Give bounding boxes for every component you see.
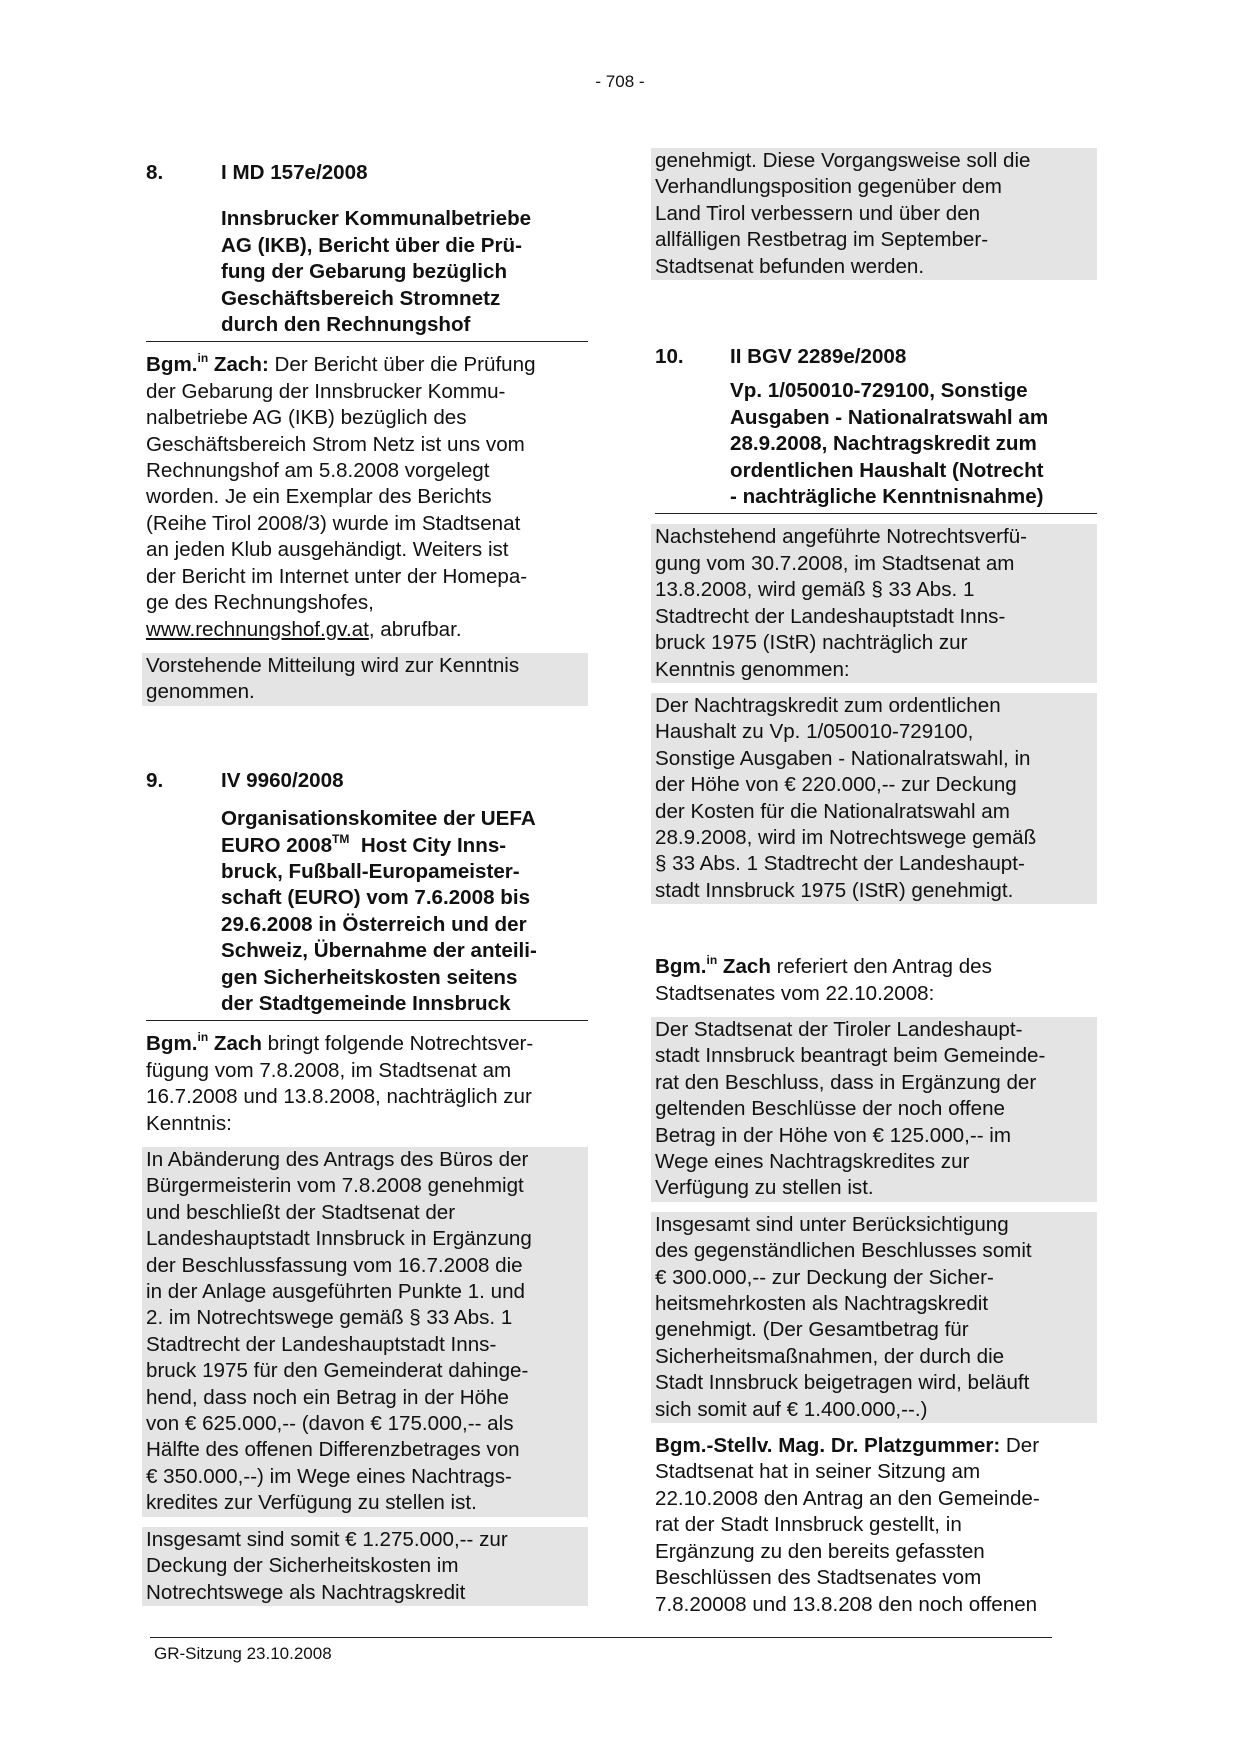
item-code: II BGV 2289e/2008 [730, 345, 907, 369]
section-divider [146, 1020, 588, 1021]
title-line: AG (IKB), Bericht über die Prü- [221, 233, 522, 257]
item-10-speaker-statement: Bgm.$^{in}$ Zach referiert den Antrag des Stadtsenates vom 22.10.2008: [655, 953, 992, 1005]
item-9-intro: Bgm.$^{in}$ Zach bringt folgende Notrechtsver- fügung vom 7.8.2008, im Stadtsenat am 16.7.2008 und 13.8.2008, nachträglich zur Kenntnis: [146, 1030, 534, 1135]
item-code: IV 9960/2008 [221, 768, 344, 792]
footer-divider [150, 1637, 1052, 1638]
section-divider [655, 513, 1097, 514]
item-10-motion-box: Der Stadtsenat der Tiroler Landeshaupt- stadt Innsbruck beantragt beim Gemeinde- rat den Beschluss, dass in Ergänzung der geltenden Beschlüsse der noch offene Betrag in der Höhe von € 125.000,-- im Wege eines Nachtragskredites zur Verfügung zu stellen ist. Insgesamt sind unter Berücksichtigung des gegenständlichen Beschlusses somit € 300.000,-- zur Deckung der Sicher- heitsmehrkosten als Nachtragskredit genehmigt. (Der Gesamtbetrag für Sicherheitsmaßnahmen, der durch die Stadt Innsbruck beigetragen wird, beläuft sich somit auf € 1.400.000,--.) [651, 1017, 1097, 1423]
item-9-decision-box: In Abänderung des Antrags des Büros der Bürgermeisterin vom 7.8.2008 genehmigt und beschließt der Stadtsenat der Landeshauptstadt Innsbruck in Ergänzung der Beschlussfassung vom 16.7.2008 die in der Anlage ausgeführten Punkte 1. und 2. im Notrechtswege gemäß § 33 Abs. 1 Stadtrecht der Landeshauptstadt Inns- bruck 1975 für den Gemeinderat dahinge- hend, dass noch ein Betrag in der Höhe von € 625.000,-- (davon € 175.000,-- als Hälfte des offenen Differenzbetrages von € 350.000,--) im Wege eines Nachtrags- kredites zur Verfügung zu stellen ist. Insgesamt sind somit € 1.275.000,-- zur Deckung der Sicherheitskosten im Notrechtswege als Nachtragskredit [142, 1147, 588, 1606]
continuation-box: genehmigt. Diese Vorgangsweise soll die Verhandlungsposition gegenüber dem Land Tirol verbessern und über den allfälligen Restbetrag im September- Stadtsenat befunden werden. [651, 148, 1097, 280]
speaker-label: Bgm.$^{in}$ Zach [655, 953, 771, 979]
speaker-label: Bgm.-Stellv. Mag. Dr. Platzgummer: [655, 1434, 1001, 1458]
title-line: Innsbrucker Kommunalbetriebe [221, 207, 532, 231]
speaker-label: Bgm.$^{in}$ Zach [146, 1030, 262, 1056]
item-8-title [221, 206, 588, 338]
right-column [655, 148, 1097, 1618]
item-number: 9. [146, 768, 164, 792]
rechnungshof-link[interactable]: www.rechnungshof.gv.at [146, 617, 369, 641]
section-divider [146, 341, 588, 342]
item-10-deputy-statement: Bgm.-Stellv. Mag. Dr. Platzgummer: Der Stadtsenat hat in seiner Sitzung am 22.10.2008 den Antrag an den Gemeinde- rat der Stadt Innsbruck gestellt, in Ergänzung zu den bereits gefassten Beschlüssen des Stadtsenates vom 7.8.20008 und 13.8.208 den noch offenen [655, 1434, 1040, 1616]
item-code: I MD 157e/2008 [221, 161, 368, 184]
item-10-notice-box: Nachstehend angeführte Notrechtsverfü- gung vom 30.7.2008, im Stadtsenat am 13.8.2008, wird gemäß § 33 Abs. 1 Stadtrecht der Landeshauptstadt Inns- bruck 1975 (IStR) nachträglich zur Kenntnis genommen: Der Nachtragskredit zum ordentlichen Haushalt zu Vp. 1/050010-729100, Sonstige Ausgaben - Nationalratswahl, in der Höhe von € 220.000,-- zur Deckung der Kosten für die Nationalratswahl am 28.9.2008, wird im Notrechtswege gemäß § 33 Abs. 1 Stadtrecht der Landeshaupt- stadt Innsbruck 1975 (IStR) genehmigt. [651, 524, 1097, 904]
speaker-label: Bgm.$^{in}$ Zach: [146, 351, 269, 377]
footer-text: GR-Sitzung 23.10.2008 [154, 1644, 332, 1663]
item-number: 8. [146, 161, 164, 184]
item-9-title: Organisationskomitee der UEFA EURO 2008™ Host City Inns- bruck, Fußball-Europameister- schaft (EURO) vom 7.6.2008 bis 29.6.2008 in Österreich und der Schweiz, Übernahme der anteili- gen Sicherheitskosten seitens der Stadtgemeinde Innsbruck [221, 807, 537, 1015]
item-8-decision: Vorstehende Mitteilung wird zur Kenntnis genommen. [142, 653, 588, 706]
page-number: - 708 - [595, 72, 645, 91]
title-line: fung der Gebarung bezüglich [221, 260, 508, 284]
item-number: 10. [655, 345, 684, 369]
item-10-header [655, 344, 1097, 370]
item-8-header [146, 160, 588, 186]
item-9-header [146, 768, 588, 794]
item-10-title: Vp. 1/050010-729100, Sonstige Ausgaben - Nationalratswahl am 28.9.2008, Nachtragskredit zum ordentlichen Haushalt (Notrecht - nachträgliche Kenntnisnahme) [730, 379, 1049, 509]
title-line: Geschäftsbereich Stromnetz [221, 286, 501, 310]
left-column [146, 160, 588, 1606]
item-8-statement: Bgm.$^{in}$ Zach: Der Bericht über die Prüfung der Gebarung der Innsbrucker Kommu- nalbetriebe AG (IKB) bezüglich des Geschäftsbereich Strom Netz ist uns vom Rechnungshof am 5.8.2008 vorgelegt worden. Je ein Exemplar des Berichts (Reihe Tirol 2008/3) wurde im Stadtsenat an jeden Klub ausgehändigt. Weiters ist der Bericht im Internet unter der Homepa- ge des Rechnungshofes, www.rechnungshof.gv.at, abrufbar. [146, 351, 536, 641]
title-line: durch den Rechnungshof [221, 313, 471, 337]
